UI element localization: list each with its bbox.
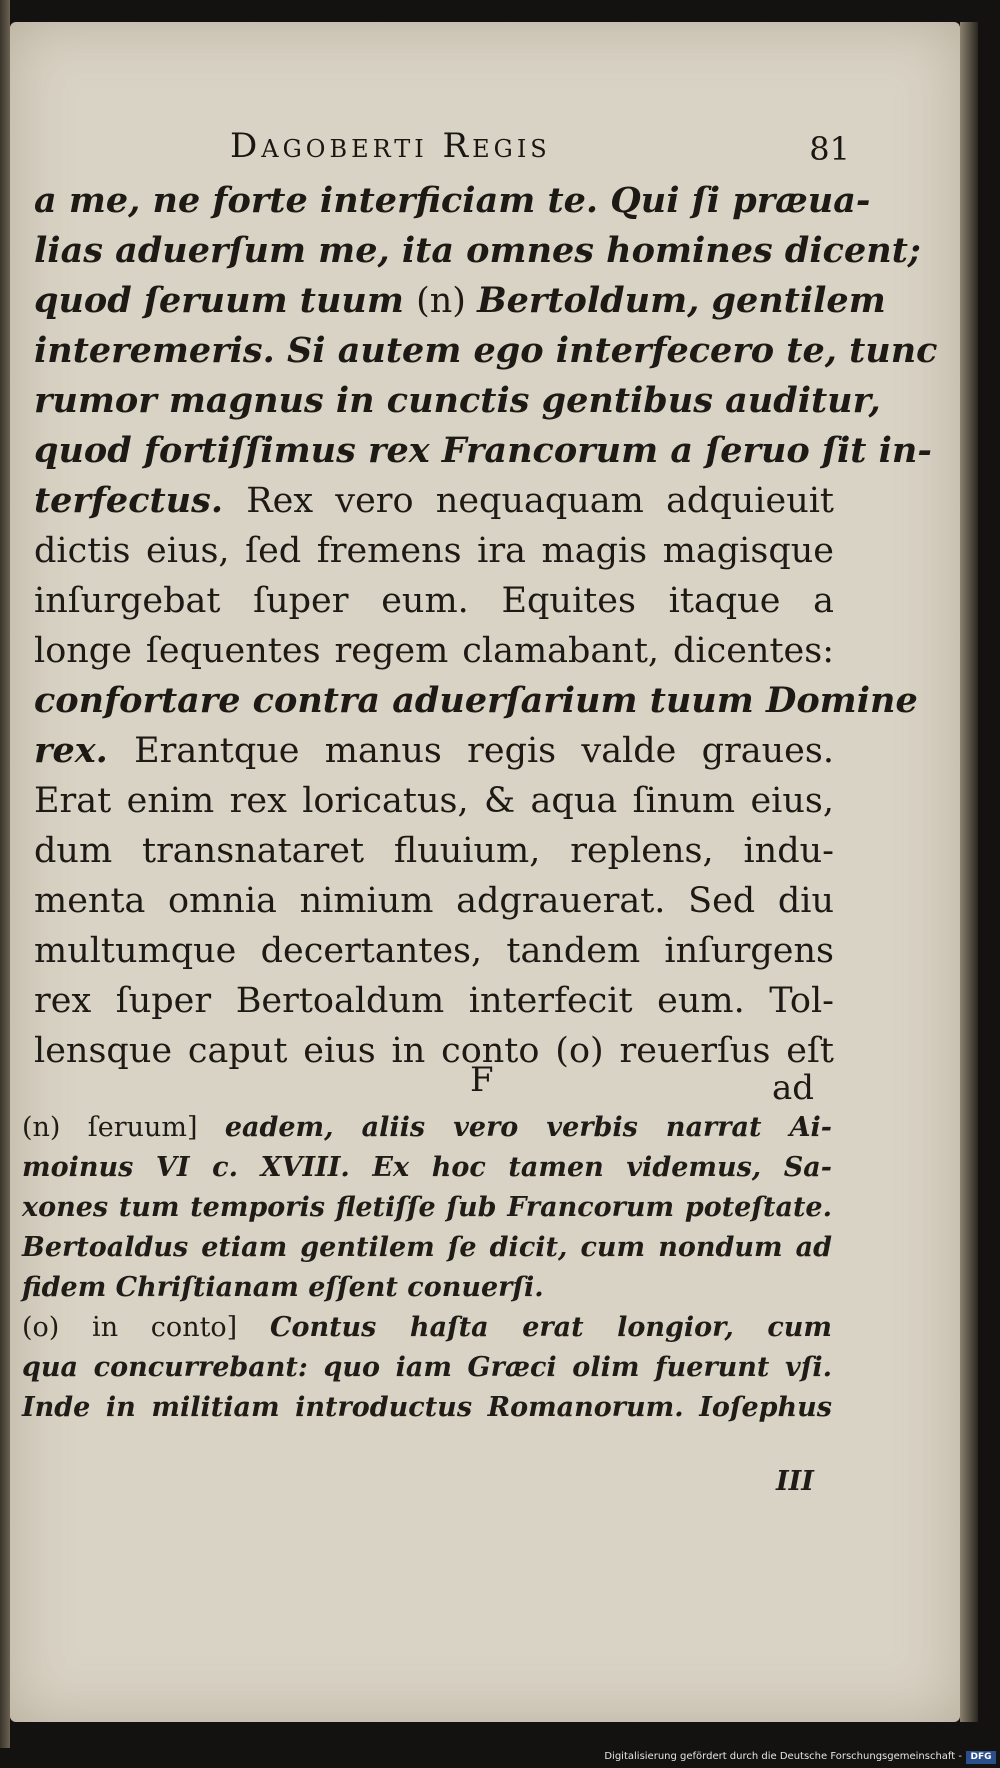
text-line (34, 726, 834, 776)
main-text (34, 176, 938, 1076)
text-segment: moinus VI c. XVIII. Ex hoc tamen videmus, Sa- (22, 1152, 832, 1183)
text-segment: rex. (34, 730, 135, 771)
text-segment: qua concurrebant: quo iam Græci olim fuerunt vſi. (22, 1352, 832, 1383)
page-number: 81 (809, 130, 850, 168)
text-segment: longe ſequentes regem clamabant, dicentes: (34, 631, 834, 671)
text-segment: (o) in conto] (22, 1312, 270, 1343)
footnote-line (22, 1228, 832, 1268)
text-segment: Contus haſta erat longior, cum (269, 1312, 832, 1343)
text-segment: dum transnataret fluuium, replens, indu- (34, 831, 834, 871)
book-spine (0, 0, 10, 1768)
text-line (34, 226, 921, 276)
dfg-logo: DFG (966, 1751, 996, 1764)
text-segment: eadem, aliis vero verbis narrat Ai- (224, 1112, 832, 1143)
footnote-line (22, 1148, 832, 1188)
text-segment: (n) ſeruum] (22, 1112, 225, 1143)
footnote-line (22, 1388, 832, 1428)
footnote-line (22, 1308, 832, 1348)
text-line (34, 926, 834, 976)
text-segment: confortare contra aduerſarium tuum Domine (34, 680, 918, 721)
digitization-credit: Digitalisierung gefördert durch die Deutsche Forschungsgemeinschaft - (604, 1751, 962, 1762)
text-segment: Inde in militiam introductus Romanorum. Ioſephus (22, 1392, 832, 1423)
text-segment: quod fortiſſimus rex Francorum a ſeruo ſit in- (34, 430, 932, 471)
text-segment: terfectus. (34, 480, 247, 521)
text-segment: fidem Chriſtianam eſſent conuerſi. (22, 1272, 544, 1303)
footnote-line (22, 1268, 832, 1308)
catchword: ad (772, 1068, 815, 1108)
text-segment: Bertoldum, gentilem (477, 280, 886, 321)
text-line (34, 626, 834, 676)
page-header (230, 126, 850, 172)
text-line (34, 676, 918, 726)
text-line (34, 1026, 834, 1076)
text-line (34, 976, 834, 1026)
text-line (34, 776, 834, 826)
text-line (34, 426, 932, 476)
text-segment: multumque decertantes, tandem inſurgens (34, 931, 834, 971)
text-segment: Erat enim rex loricatus, & aqua ſinum eius, (34, 781, 834, 821)
text-segment: a me, ne forte interficiam te. Qui ſi præua- (34, 180, 871, 221)
text-segment: lias aduerſum me, ita omnes homines dicent; (34, 230, 921, 271)
text-segment: quod ſeruum tuum (34, 280, 417, 321)
text-segment: (n) (416, 281, 478, 321)
footnote (22, 1308, 832, 1428)
text-line (34, 576, 834, 626)
text-segment: menta omnia nimium adgrauerat. Sed diu (34, 881, 834, 921)
text-segment: inſurgebat ſuper eum. Equites itaque a (34, 581, 834, 621)
text-segment: Rex vero nequaquam adquieuit (246, 481, 834, 521)
footnote-line (22, 1188, 832, 1228)
footnotes (22, 1108, 832, 1428)
text-segment: rex ſuper Bertoaldum interfecit eum. Tol- (34, 981, 834, 1021)
signature-mark: F (470, 1060, 494, 1100)
text-line (34, 476, 834, 526)
footnote-line (22, 1108, 832, 1148)
page-edge (960, 22, 978, 1722)
text-segment: lensque caput eius in conto (o) reuerſus eſt (34, 1031, 834, 1071)
text-line (34, 526, 834, 576)
running-title: Dagoberti Regis (230, 126, 551, 166)
text-segment: xones tum temporis fletiſſe ſub Francorum poteſtate. (22, 1192, 832, 1223)
text-segment: Erantque manus regis valde graues. (134, 731, 834, 771)
text-segment: interemeris. Si autem ego interfecero te, tunc (34, 330, 938, 371)
text-line (34, 826, 834, 876)
text-line (34, 276, 886, 326)
text-line (34, 876, 834, 926)
footnote (22, 1108, 832, 1308)
footnote-line (22, 1348, 832, 1388)
text-line (34, 176, 871, 226)
text-segment: Bertoaldus etiam gentilem ſe dicit, cum nondum ad (22, 1232, 832, 1263)
text-segment: rumor magnus in cunctis gentibus auditur, (34, 380, 881, 421)
footnote-catchword: III (776, 1466, 814, 1497)
text-line (34, 326, 938, 376)
text-segment: dictis eius, ſed fremens ira magis magisque (34, 531, 834, 571)
text-line (34, 376, 881, 426)
